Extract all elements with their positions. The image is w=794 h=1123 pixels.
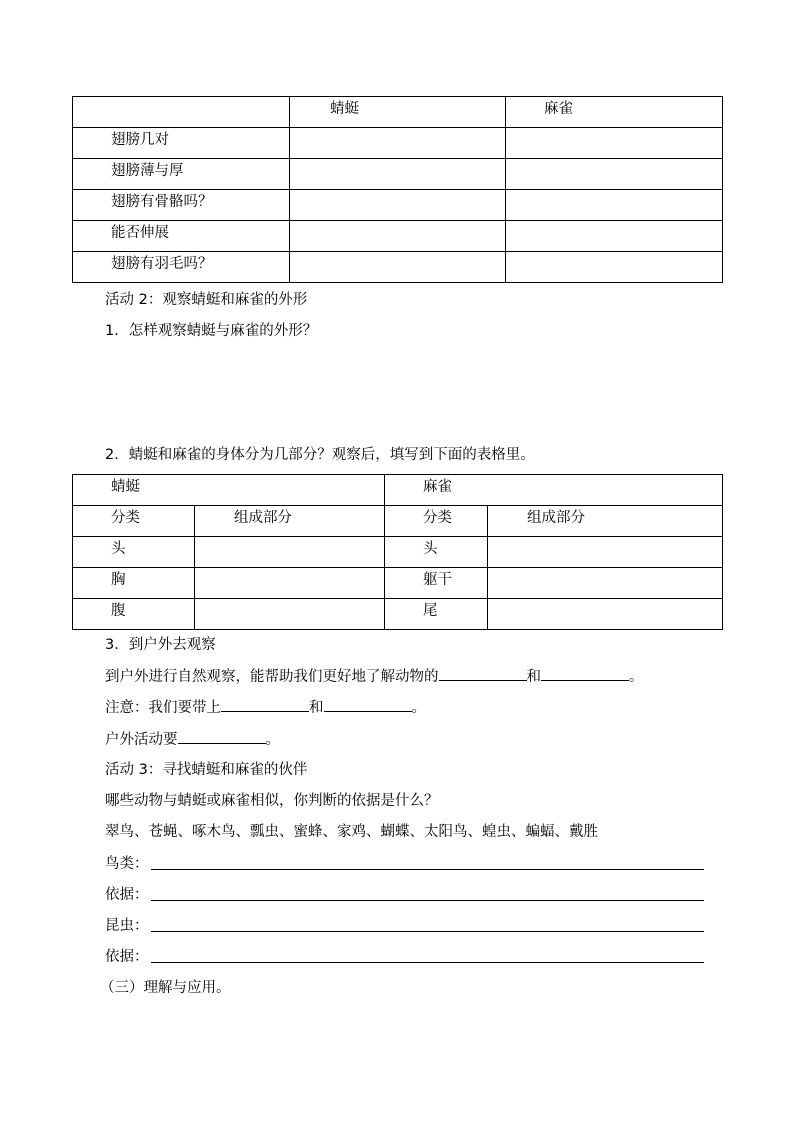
row-label: 翅膀薄与厚 bbox=[111, 163, 184, 179]
row-label: 躯干 bbox=[423, 572, 452, 588]
fill-line-2: 注意：我们要带上 和 。 bbox=[105, 697, 426, 718]
animal-list: 翠鸟、苍蝇、啄木鸟、瓢虫、蜜蜂、家鸡、蝴蝶、太阳鸟、蝗虫、蝙蝠、戴胜 bbox=[105, 824, 598, 840]
answer-line-basis1[interactable] bbox=[151, 900, 704, 901]
birds-label: 鸟类： bbox=[105, 856, 149, 872]
col-class-header: 分类 bbox=[111, 510, 140, 526]
basis1-label: 依据： bbox=[105, 887, 149, 903]
insects-label: 昆虫： bbox=[105, 918, 149, 934]
answer-cell[interactable] bbox=[290, 221, 506, 252]
answer-cell[interactable] bbox=[506, 190, 723, 221]
table-row bbox=[73, 599, 723, 630]
wing-comparison-table bbox=[72, 96, 723, 283]
table-row bbox=[73, 221, 723, 252]
answer-blank[interactable] bbox=[178, 729, 266, 744]
table-header-sparrow: 麻雀 bbox=[506, 97, 723, 128]
col-class-header: 分类 bbox=[423, 510, 452, 526]
answer-line-birds[interactable] bbox=[151, 869, 704, 870]
answer-cell[interactable] bbox=[195, 568, 385, 599]
row-label: 能否伸展 bbox=[111, 225, 169, 241]
table-corner-cell bbox=[73, 97, 290, 128]
activity3-question: 哪些动物与蜻蜓或麻雀相似，你判断的依据是什么？ bbox=[105, 793, 439, 809]
answer-cell[interactable] bbox=[290, 190, 506, 221]
table-row bbox=[73, 190, 723, 221]
col-parts-header: 组成部分 bbox=[234, 510, 292, 526]
row-label: 腹 bbox=[111, 603, 126, 619]
answer-cell[interactable] bbox=[195, 537, 385, 568]
activity3-title: 活动 3：寻找蜻蜓和麻雀的伙伴 bbox=[105, 762, 308, 778]
answer-cell[interactable] bbox=[290, 128, 506, 159]
answer-cell[interactable] bbox=[506, 159, 723, 190]
row-label: 翅膀有羽毛吗？ bbox=[111, 256, 213, 272]
body-parts-table bbox=[72, 474, 723, 630]
answer-cell[interactable] bbox=[488, 599, 723, 630]
answer-blank[interactable] bbox=[324, 697, 412, 712]
row-label: 翅膀有骨骼吗？ bbox=[111, 194, 213, 210]
answer-cell[interactable] bbox=[195, 599, 385, 630]
question-1: 1．怎样观察蜻蜓与麻雀的外形？ bbox=[105, 323, 318, 339]
answer-cell[interactable] bbox=[506, 252, 723, 283]
table-title-row bbox=[73, 475, 723, 506]
answer-cell[interactable] bbox=[488, 537, 723, 568]
table-row bbox=[73, 568, 723, 599]
activity2-title: 活动 2：观察蜻蜓和麻雀的外形 bbox=[105, 292, 308, 308]
table-row bbox=[73, 128, 723, 159]
table-row bbox=[73, 537, 723, 568]
answer-blank[interactable] bbox=[541, 666, 629, 681]
section3-title: 3．到户外去观察 bbox=[105, 637, 216, 653]
answer-cell[interactable] bbox=[506, 221, 723, 252]
fill-line-1: 到户外进行自然观察，能帮助我们更好地了解动物的 和 。 bbox=[105, 666, 644, 687]
row-label: 翅膀几对 bbox=[111, 132, 169, 148]
basis2-label: 依据： bbox=[105, 949, 149, 965]
answer-blank[interactable] bbox=[439, 666, 527, 681]
row-label: 尾 bbox=[423, 603, 438, 619]
table-header-dragonfly: 蜻蜓 bbox=[290, 97, 506, 128]
answer-line-basis2[interactable] bbox=[151, 962, 704, 963]
table-header-row bbox=[73, 506, 723, 537]
question-2: 2．蜻蜓和麻雀的身体分为几部分？观察后，填写到下面的表格里。 bbox=[105, 447, 535, 463]
section-iii-title: （三）理解与应用。 bbox=[100, 980, 231, 996]
answer-line-insects[interactable] bbox=[151, 931, 704, 932]
fill-line-3: 户外活动要 。 bbox=[105, 729, 280, 750]
answer-cell[interactable] bbox=[290, 159, 506, 190]
table-header-row bbox=[73, 97, 723, 128]
answer-cell[interactable] bbox=[506, 128, 723, 159]
answer-cell[interactable] bbox=[290, 252, 506, 283]
row-label: 胸 bbox=[111, 572, 126, 588]
dragonfly-title: 蜻蜓 bbox=[111, 479, 140, 495]
sparrow-title: 麻雀 bbox=[423, 479, 452, 495]
col-parts-header: 组成部分 bbox=[527, 510, 585, 526]
table-row bbox=[73, 252, 723, 283]
row-label: 头 bbox=[111, 541, 126, 557]
answer-blank[interactable] bbox=[221, 697, 309, 712]
table-row bbox=[73, 159, 723, 190]
answer-cell[interactable] bbox=[488, 568, 723, 599]
row-label: 头 bbox=[423, 541, 438, 557]
